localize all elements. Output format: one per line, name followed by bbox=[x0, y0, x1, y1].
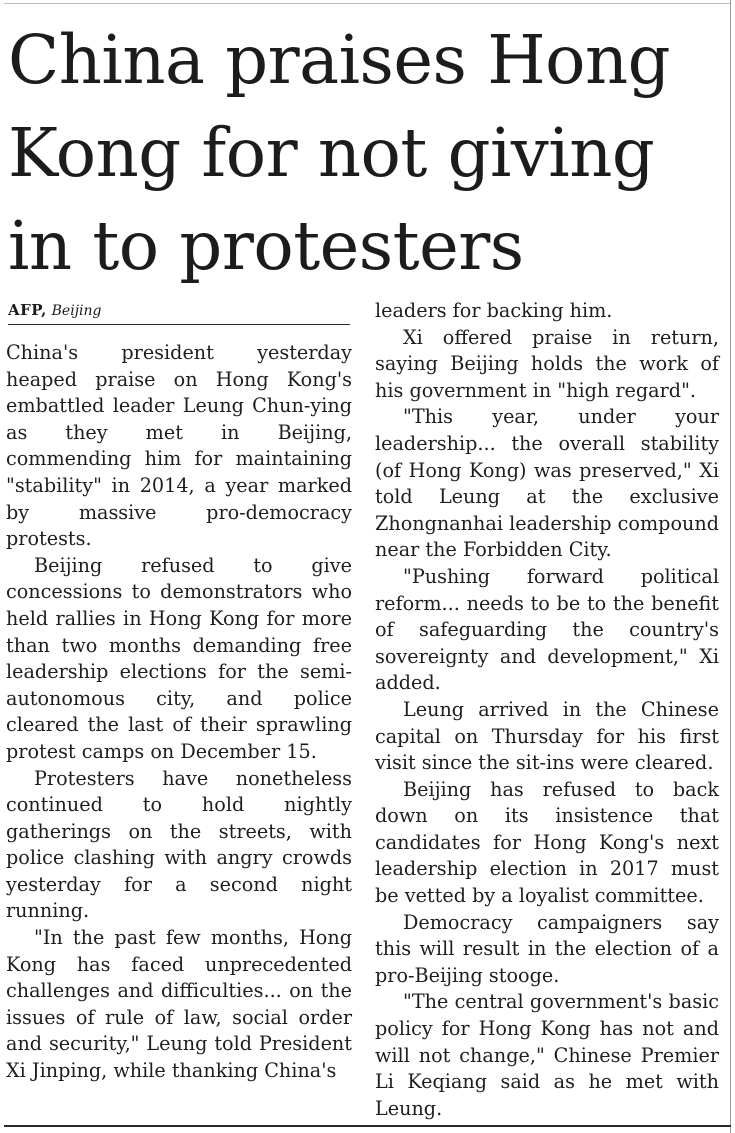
paragraph: "In the past few months, Hong Kong has faced unprecedented challenges and difficulties... on the issues of rule of law, social order and security," Leung told President Xi Jinping, while thanking China's bbox=[6, 926, 352, 1083]
paragraph: Beijing refused to give concessions to demonstrators who held rallies in Hong Kong for more than two months demanding free leadership elections for the semi-autonomous city, and police cleared the last of their sprawling protest camps on December 15. bbox=[6, 553, 352, 763]
paragraph: "Pushing forward political reform... needs to be to the benefit of safeguarding the country's sovereignty and development," Xi added. bbox=[375, 564, 719, 695]
paragraph: Beijing has refused to back down on its insistence that candidates for Hong Kong's next leadership election in 2017 must be vetted by a loyalist committee. bbox=[375, 777, 719, 908]
byline-dateline: Beijing bbox=[51, 303, 102, 319]
paragraph: Protesters have nonetheless continued to hold nightly gatherings on the streets, with police clashing with angry crowds yesterday for a second night running. bbox=[6, 766, 352, 923]
paragraph: Xi offered praise in return, saying Beijing holds the work of his government in "high regard". bbox=[375, 325, 719, 402]
byline-agency: AFP, bbox=[8, 301, 47, 319]
paragraph: "This year, under your leadership... the overall stability (of Hong Kong) was preserved," Xi told Leung at the exclusive Zhongnanhai leadership compound near the Forbidden City. bbox=[375, 405, 719, 562]
headline: China praises Hong Kong for not giving in to protesters bbox=[8, 21, 671, 285]
byline bbox=[8, 300, 348, 321]
paragraph: leaders for backing him. bbox=[375, 299, 613, 322]
top-rule bbox=[4, 3, 731, 4]
paragraph: Leung arrived in the Chinese capital on Thursday for his first visit since the sit-ins were cleared. bbox=[375, 697, 719, 775]
left-column bbox=[6, 340, 352, 1085]
paragraph: China's president yesterday heaped praise on Hong Kong's embattled leader Leung Chun-ying as they met in Beijing, commending him for maintaining "stability" in 2014, a year marked by massive pro-democracy protests. bbox=[6, 341, 352, 551]
byline-rule bbox=[8, 324, 350, 325]
paragraph: "The central government's basic policy for Hong Kong has not and will not change," Chinese Premier Li Keqiang said as he met with Leung. bbox=[375, 990, 719, 1120]
right-column bbox=[375, 298, 719, 1122]
right-rule bbox=[730, 0, 731, 1133]
bottom-rule bbox=[4, 1125, 731, 1127]
paragraph: Democracy campaigners say this will result in the election of a pro-Beijing stooge. bbox=[375, 910, 719, 987]
